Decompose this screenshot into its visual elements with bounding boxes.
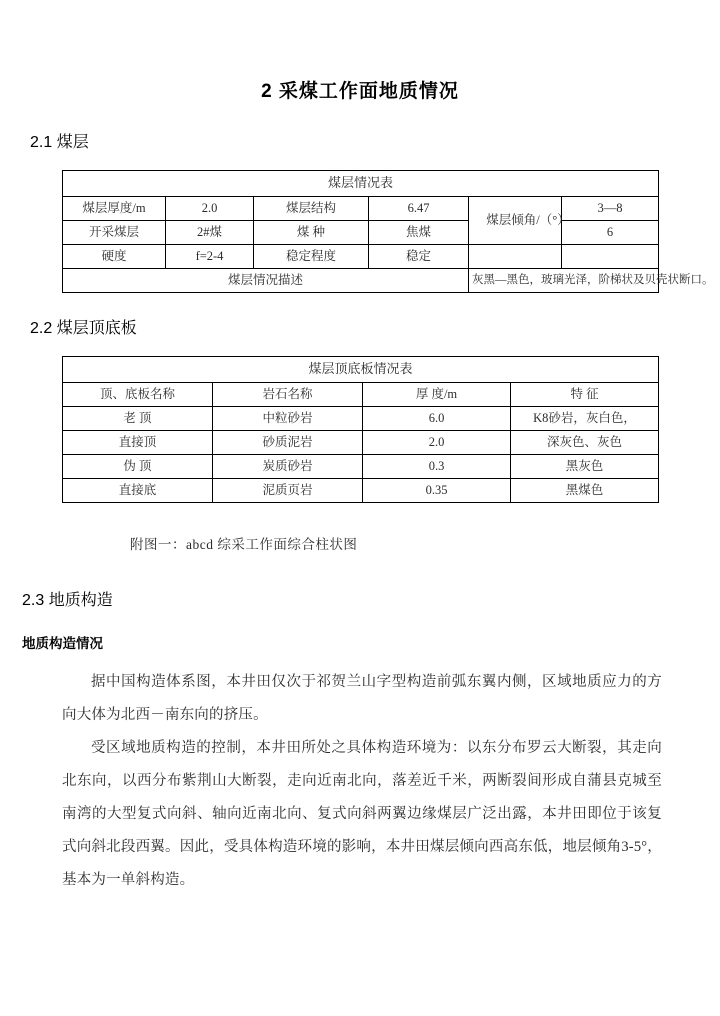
cell-layer-name: 直接顶 [63,431,213,455]
cell-seam-structure-label: 煤层结构 [254,197,369,221]
page-title: 2 采煤工作面地质情况 [261,81,459,102]
paragraph-geology-2: 受区域地质构造的控制，本井田所处之具体构造环境为：以东分布罗云大断裂，其走向北东向，以西分布紫荆山大断裂，走向近南北向，落差近千米，两断裂间形成自蒲县克城至南湾的大型复式向斜、轴向近南北向、复式向斜两翼边缘煤层广泛出露，本井田即位于该复式向斜北段西翼。因此，受具体构造环境的影响，本井田煤层倾向西高东低，地层倾角3-5°，基本为一单斜构造。 [62,740,662,888]
roof-floor-table-caption: 煤层顶底板情况表 [63,357,659,383]
cell-seam-dip-label [469,197,570,245]
cell-stability-label: 稳定程度 [254,245,369,269]
col-header-thickness: 厚 度/m [363,383,511,407]
roof-floor-table-wrapper [0,356,720,503]
cell-description-value: 灰黑—黑色，玻璃光泽，阶梯状及贝壳状断口。 [469,269,659,293]
table-row [63,479,659,503]
cell-layer-name: 老 顶 [63,407,213,431]
cell-seam-thickness-label: 煤层厚度/m [63,197,166,221]
table-row [63,431,659,455]
cell-coal-type-label: 煤 种 [254,221,369,245]
cell-feature: 黑灰色 [511,455,659,479]
cell-thickness: 0.35 [363,479,511,503]
section-heading-geology: 2.3 地质构造 [22,592,113,609]
cell-coal-type-value: 焦煤 [369,221,469,245]
cell-thickness: 0.3 [363,455,511,479]
roof-floor-table [62,356,659,503]
table-row [63,171,659,197]
subsection-heading-geology-situation: 地质构造情况 [22,636,103,651]
coal-seam-table-wrapper [0,170,720,293]
table-row [63,197,659,221]
cell-feature: K8砂岩，灰白色， [511,407,659,431]
cell-seam-thickness-value: 2.0 [166,197,254,221]
table-row [63,269,659,293]
cell-hardness-value: f=2-4 [166,245,254,269]
seam-dip-label-text: 煤层倾角/（°） [486,213,570,228]
cell-seam-dip-range: 3—8 [562,197,659,221]
table-row [63,407,659,431]
cell-stability-value: 稳定 [369,245,469,269]
cell-description-label: 煤层情况描述 [63,269,469,293]
cell-seam-dip-value: 6 [562,221,659,245]
table-header-row [63,383,659,407]
cell-seam-structure-value: 6.47 [369,197,469,221]
cell-thickness: 6.0 [363,407,511,431]
col-header-rock: 岩石名称 [213,383,363,407]
table-row [63,455,659,479]
col-header-name: 顶、底板名称 [63,383,213,407]
cell-mined-seam-label: 开采煤层 [63,221,166,245]
cell-mined-seam-value: 2#煤 [166,221,254,245]
coal-seam-table [62,170,714,293]
cell-empty-2 [562,245,659,269]
cell-rock-name: 砂质泥岩 [213,431,363,455]
section-heading-roof-floor: 2.2 煤层顶底板 [30,320,137,337]
figure-caption: 附图一：abcd 综采工作面综合柱状图 [130,537,358,552]
table-row [63,357,659,383]
cell-rock-name: 炭质砂岩 [213,455,363,479]
cell-rock-name: 泥质页岩 [213,479,363,503]
cell-empty-1 [469,245,562,269]
cell-feature: 深灰色、灰色 [511,431,659,455]
cell-thickness: 2.0 [363,431,511,455]
cell-hardness-label: 硬度 [63,245,166,269]
cell-layer-name: 伪 顶 [63,455,213,479]
cell-feature: 黑煤色 [511,479,659,503]
paragraph-geology-1: 据中国构造体系图，本井田仅次于祁贺兰山字型构造前弧东翼内侧，区域地质应力的方向大体为北西－南东向的挤压。 [62,674,662,723]
cell-rock-name: 中粒砂岩 [213,407,363,431]
col-header-feature: 特 征 [511,383,659,407]
section-heading-coal-seam: 2.1 煤层 [30,134,89,151]
coal-seam-table-caption: 煤层情况表 [63,171,659,197]
cell-layer-name: 直接底 [63,479,213,503]
table-row [63,245,659,269]
